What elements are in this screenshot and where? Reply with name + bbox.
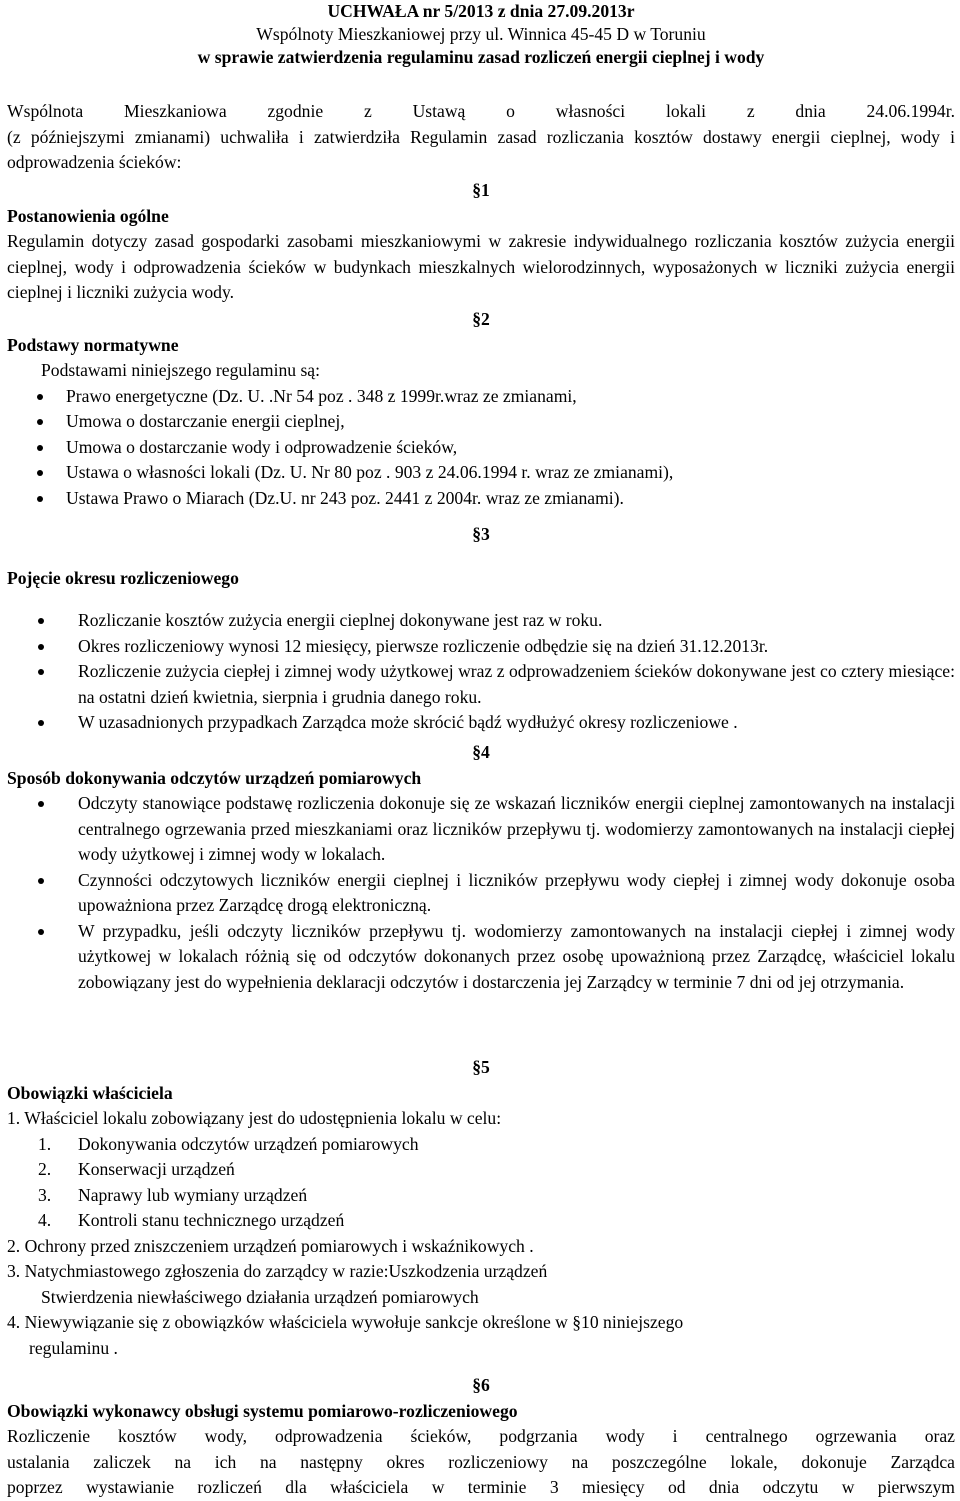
item-number: 3. [38,1184,52,1205]
item-text: Naprawy lub wymiany urządzeń [78,1184,308,1205]
intro-paragraph [7,99,955,176]
list-item: Okres rozliczeniowy wynosi 12 miesięcy, pierwsze rozliczenie odbędzie się na dzień 31.12.2013r. [7,634,955,660]
list-item: Rozliczanie kosztów zużycia energii cieplnej dokonywane jest raz w roku. [7,608,955,634]
item-number: 4. [38,1210,52,1230]
list-item: W przypadku, jeśli odczyty liczników przepływu tj. wodomierzy zamontowanych na instalacji ciepłej i zimnej wody użytkowej w lokalach różnią się od odczytów dokonanych przez osobę upoważnioną przez Zarządcę, właściciel lokalu zobowiązany jest do wypełnienia deklaracji odczytów i dostarczenia jej Zarządcy w terminie 7 dni od jej otrzymania. [7,919,955,996]
list-item [7,1183,955,1209]
item-number: 1. [38,1133,52,1154]
list-item [7,1208,955,1234]
list-item: Umowa o dostarczanie wody i odprowadzenie ścieków, [7,435,955,461]
section-1-mark: §1 [472,180,490,200]
item-text: Kontroli stanu technicznego urządzeń [78,1210,345,1230]
section-6-line-2: ustalania zaliczek na ich na następny okres rozliczeniowy na poszczególne lokale, dokonuje Zarządca [7,1451,955,1472]
section-5-point-2: 2. Ochrony przed zniszczeniem urządzeń pomiarowych i wskaźnikowych . [7,1235,534,1256]
resolution-subject: w sprawie zatwierdzenia regulaminu zasad rozliczeń energii cieplnej i wody [197,47,765,67]
section-1-text: Regulamin dotyczy zasad gospodarki zasobami mieszkaniowymi w zakresie indywidualnego rozliczania kosztów zużycia energii cieplnej, wody i odprowadzenia ścieków w budynkach mieszkalnych wielorodzinnych, wyposażonych w liczniki zużycia energii cieplnej i liczniki zużycia wody. [7,231,955,302]
section-3 [7,522,955,736]
list-item [7,1157,955,1183]
section-6 [7,1373,955,1501]
section-5-point-1: 1. Właściciel lokalu zobowiązany jest do udostępnienia lokalu w celu: [7,1108,502,1128]
section-5-point-4-cont: regulaminu . [29,1337,118,1358]
section-5-mark: §5 [472,1057,490,1077]
section-4-mark: §4 [472,742,490,762]
resolution-title: UCHWAŁA nr 5/2013 z dnia 27.09.2013r [327,1,635,21]
list-item: Ustawa Prawo o Miarach (Dz.U. nr 243 poz. 2441 z 2004r. wraz ze zmianami). [7,486,955,512]
list-item: Ustawa o własności lokali (Dz. U. Nr 80 poz . 903 z 24.06.1994 r. wraz ze zmianami), [7,460,955,486]
section-2-list [7,384,955,512]
list-item: Umowa o dostarczanie energii cieplnej, [7,409,955,435]
section-6-line-1: Rozliczenie kosztów wody, odprowadzenia ścieków, podgrzania wody i centralnego ogrzewania oraz [7,1426,955,1446]
item-text: Konserwacji urządzeń [78,1159,235,1179]
intro-rest: (z późniejszymi zmianami) uchwaliła i zatwierdziła Regulamin zasad rozliczania kosztów dostawy energii cieplnej, wody i odprowadzenia ścieków: [7,126,955,172]
intro-line-1: Wspólnota Mieszkaniowa zgodnie z Ustawą o własności lokali z dnia 24.06.1994r. [7,101,955,121]
section-2-heading: Podstawy normatywne [7,334,179,355]
item-text: Dokonywania odczytów urządzeń pomiarowych [78,1133,419,1154]
section-6-line-3: poprzez wystawianie rozliczeń dla właściciela w terminie 3 miesięcy od dnia odczytu w pierwszym [7,1477,955,1497]
section-2-mark: §2 [472,309,490,329]
section-4-list [7,791,955,995]
section-6-heading: Obowiązki wykonawcy obsługi systemu pomiarowo-rozliczeniowego [7,1400,518,1421]
resolution-community: Wspólnoty Mieszkaniowej przy ul. Winnica 45-45 D w Toruniu [256,24,706,44]
list-item: Rozliczenie zużycia ciepłej i zimnej wody użytkowej wraz z odprowadzeniem ścieków dokonywane jest co cztery miesiące: na ostatni dzień kwietnia, sierpnia i grudnia danego roku. [7,659,955,710]
list-item: Prawo energetyczne (Dz. U. .Nr 54 poz . 348 z 1999r.wraz ze zmianami, [7,384,955,410]
document-header [7,0,955,69]
section-4 [7,740,955,995]
section-1-heading: Postanowienia ogólne [7,205,169,226]
section-5-sublist [7,1132,955,1234]
list-item: Odczyty stanowiące podstawę rozliczenia dokonuje się ze wskazań liczników energii cieplnej zamontowanych na instalacji centralnego ogrzewania przed mieszkaniami oraz liczników przepływu tj. wodomierzy zamontowanych na instalacji ciepłej wody użytkowej i zimnej wody w lokalach. [7,791,955,868]
list-item: Czynności odczytowych liczników energii cieplnej i liczników przepływu wody ciepłej i zimnej wody dokonuje osoba upoważniona przez Zarządcę drogą elektroniczną. [7,868,955,919]
section-5-point-3-cont: Stwierdzenia niewłaściwego działania urządzeń pomiarowych [41,1286,479,1307]
section-1 [7,178,955,306]
section-2 [7,307,955,511]
section-5-point-4: 4. Niewywiązanie się z obowiązków właściciela wywołuje sankcje określone w §10 niniejszego [7,1312,684,1332]
section-5-point-3: 3. Natychmiastowego zgłoszenia do zarządcy w razie:Uszkodzenia urządzeń [7,1261,548,1281]
item-number: 2. [38,1159,52,1179]
section-3-list [7,608,955,736]
list-item: W uzasadnionych przypadkach Zarządca może skrócić bądź wydłużyć okresy rozliczeniowe . [7,710,955,736]
section-3-heading: Pojęcie okresu rozliczeniowego [7,567,239,588]
section-6-mark: §6 [472,1375,490,1395]
section-3-mark: §3 [472,524,490,544]
list-item [7,1132,955,1158]
section-4-heading: Sposób dokonywania odczytów urządzeń pomiarowych [7,767,422,788]
section-5 [7,1055,955,1361]
section-2-lead: Podstawami niniejszego regulaminu są: [41,360,321,380]
section-5-heading: Obowiązki właściciela [7,1082,173,1103]
